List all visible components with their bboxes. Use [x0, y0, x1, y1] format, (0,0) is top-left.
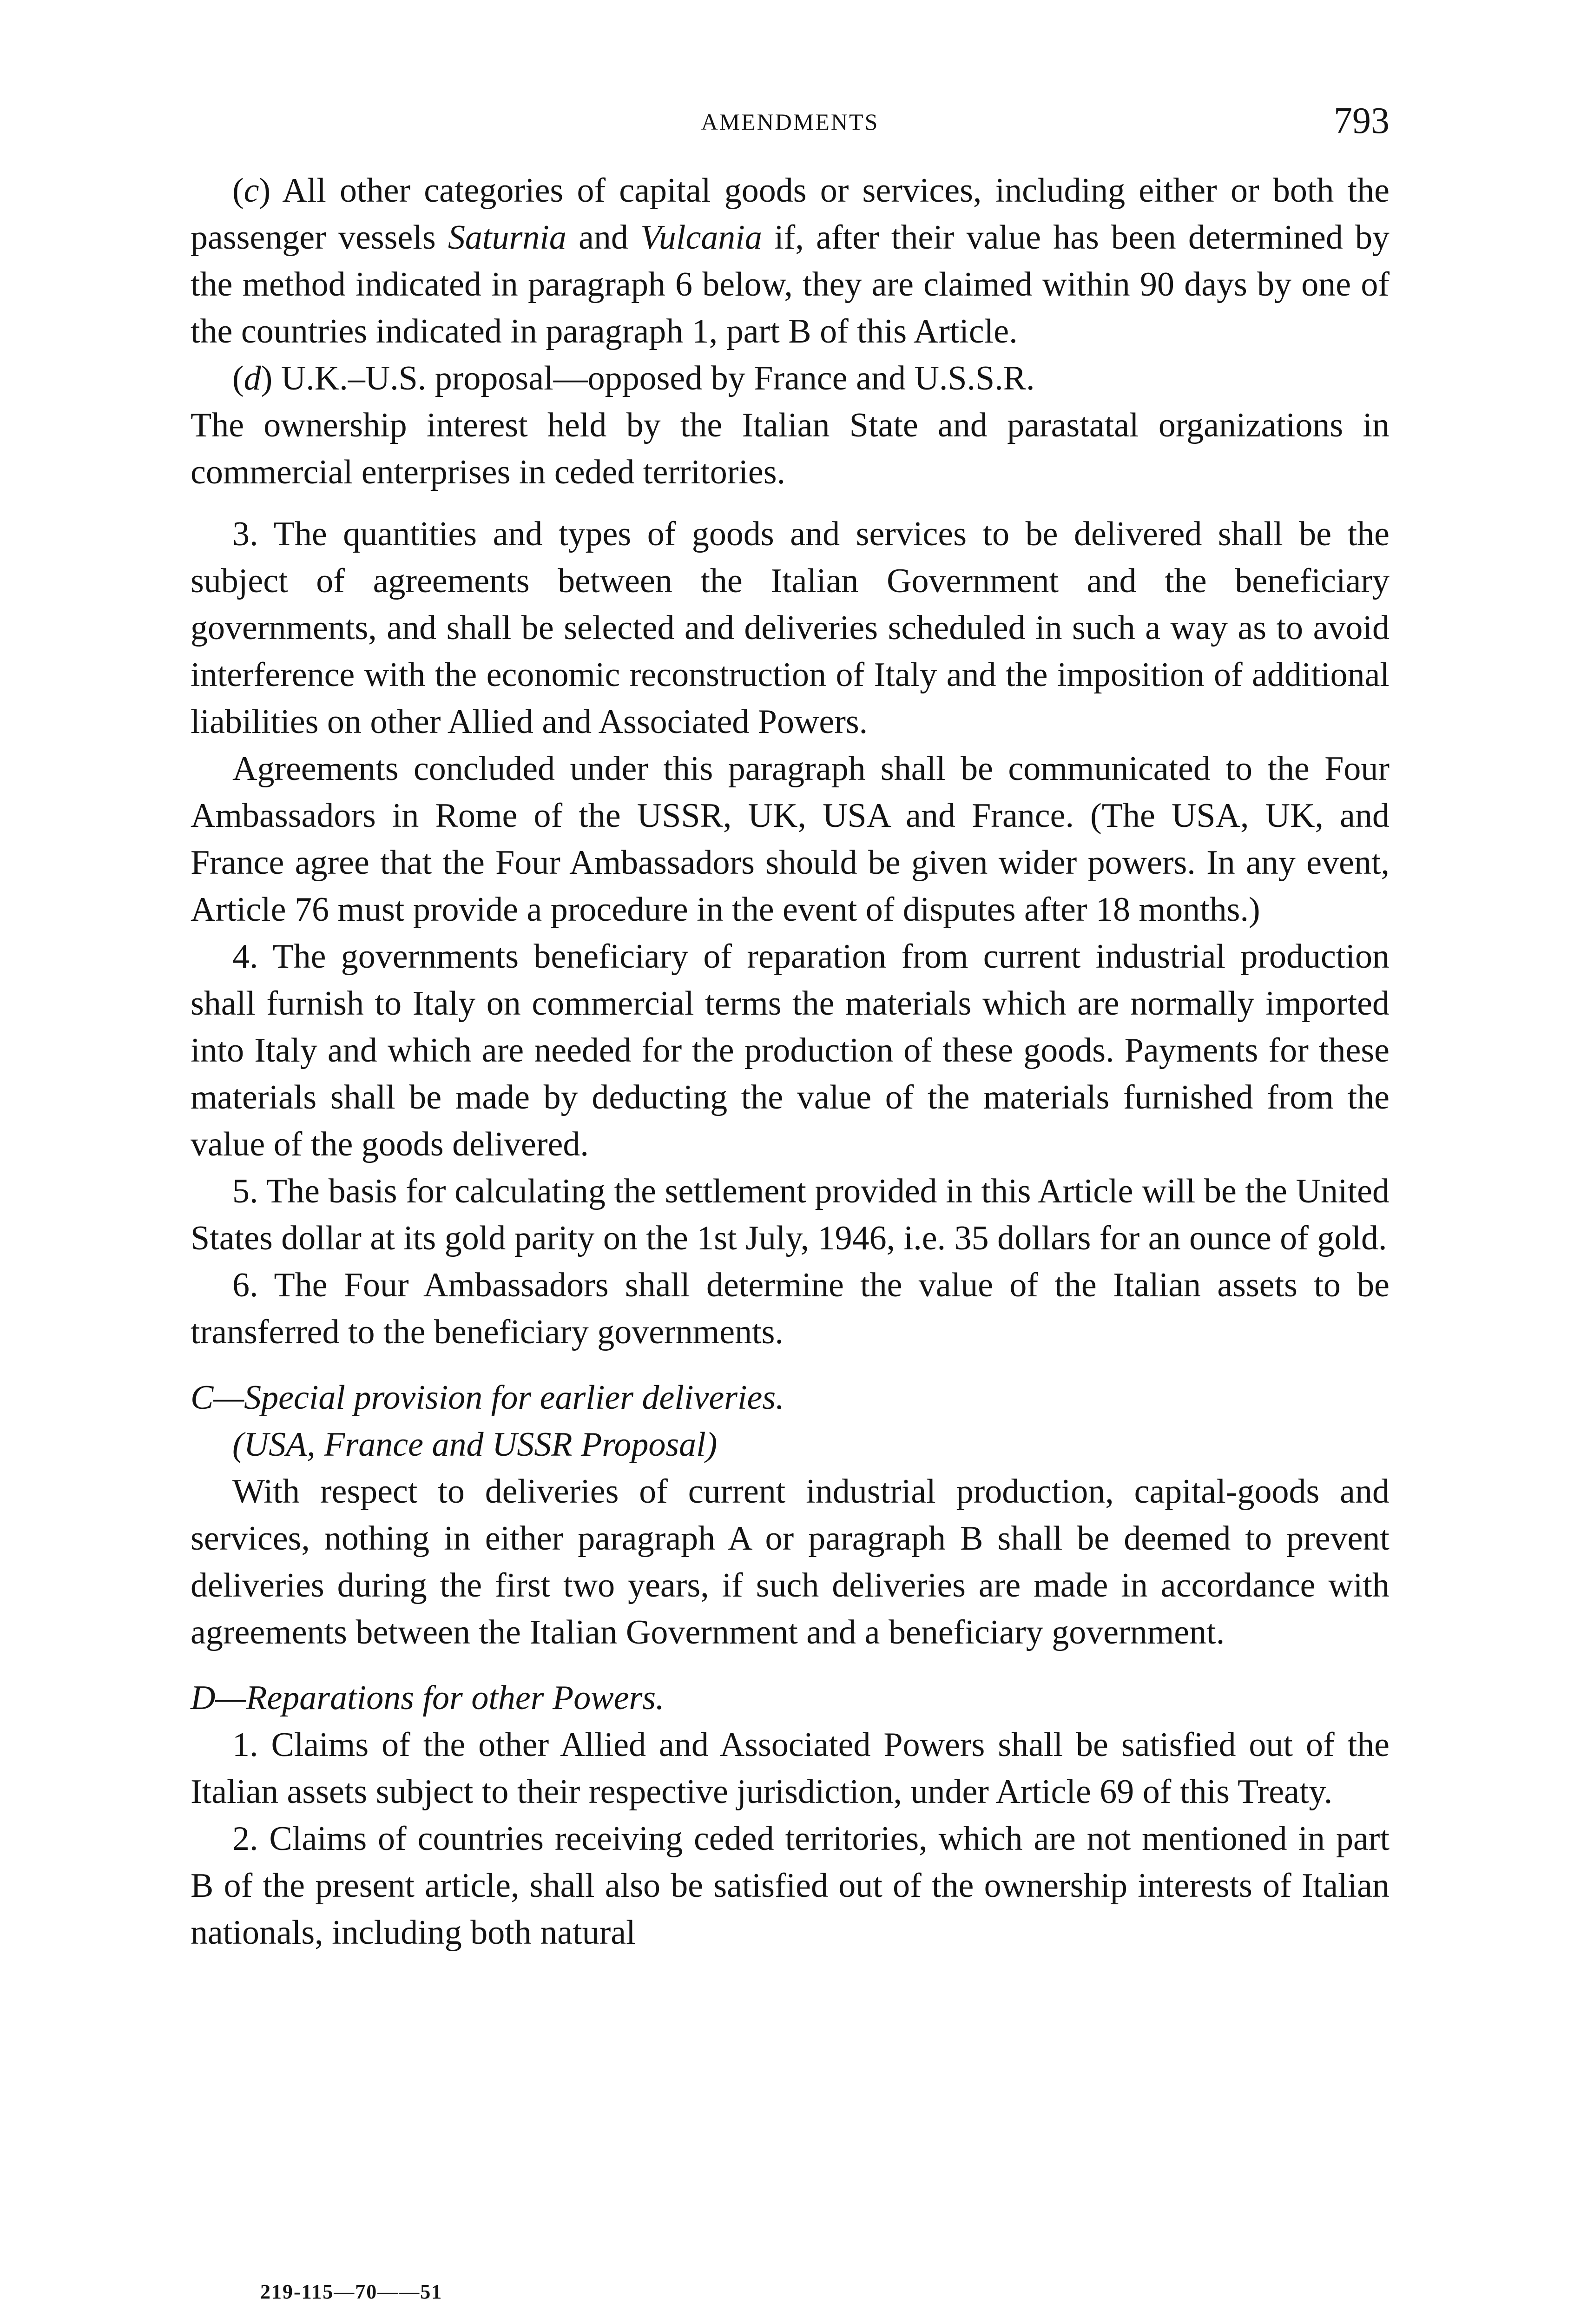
body-text — [191, 167, 1389, 1956]
item-c-label: c — [244, 172, 259, 210]
section-c-heading: C—Special provision for earlier deliveries. — [191, 1379, 784, 1417]
print-code: 219-115—70——51 — [260, 2280, 443, 2303]
section-d-claim-2: 2. Claims of countries receiving ceded territories, which are not mentioned in part B of the present article, shall also be satisfied out of the ownership interests of Italian nationals, including both natural — [191, 1820, 1389, 1952]
item-c-text-continued: if, after their value has been determined by the method indicated in paragraph 6 below, they are claimed within 90 days by one of the countries indicated in paragraph 1, part B of this Article. — [191, 218, 1390, 350]
page-number: 793 — [1334, 100, 1389, 141]
section-d-heading: D—Reparations for other Powers. — [191, 1679, 665, 1717]
section-d-claim-1: 1. Claims of the other Allied and Associated Powers shall be satisfied out of the Italian assets subject to their respective jurisdiction, under Article 69 of this Treaty. — [191, 1726, 1389, 1811]
item-d-proposal: U.K.–U.S. proposal—opposed by France and U.S.S.R. — [281, 359, 1035, 397]
paragraph-3: 3. The quantities and types of goods and services to be delivered shall be the subject of agreements between the Italian Government and the beneficiary governments, and shall be selected and deliveries scheduled in such a way as to avoid interference with the economic reconstruction of Italy and the imposition of additional liabilities on other Allied and Associated Powers. — [191, 515, 1389, 741]
section-c-proposal: (USA, France and USSR Proposal) — [232, 1426, 718, 1464]
vessel-vulcania: Vulcania — [640, 218, 762, 257]
conjunction-and: and — [579, 218, 628, 257]
page-header — [191, 100, 1389, 151]
section-c-text: With respect to deliveries of current industrial production, capital-goods and services, nothing in either paragraph A or paragraph B shall be deemed to prevent deliveries during the first two years, if such deliveries are made in accordance with agreements between the Italian Government and a beneficiary government. — [191, 1472, 1389, 1651]
paragraph-3-agreements: Agreements concluded under this paragraph shall be communicated to the Four Ambassadors in Rome of the USSR, UK, USA and France. (The USA, UK, and France agree that the Four Ambassadors should be given wider powers. In any event, Article 76 must provide a procedure in the event of disputes after 18 months.) — [191, 750, 1389, 929]
paragraph-6: 6. The Four Ambassadors shall determine the value of the Italian assets to be transferred to the beneficiary governments. — [191, 1266, 1389, 1351]
item-d-label: d — [244, 359, 261, 397]
paragraph-d-heading: (d) U.K.–U.S. proposal—opposed by France and U.S.S.R. — [232, 359, 1035, 397]
paragraph-4: 4. The governments beneficiary of reparation from current industrial production shall furnish to Italy on commercial terms the materials which are normally imported into Italy and which are needed for the production of these goods. Payments for these materials shall be made by deducting the value of the materials furnished from the value of the goods delivered. — [191, 938, 1389, 1163]
running-head: AMENDMENTS — [701, 109, 879, 135]
paragraph-d-body: The ownership interest held by the Italian State and parastatal organizations in commercial enterprises in ceded territories. — [191, 406, 1389, 491]
vessel-saturnia: Saturnia — [448, 218, 566, 257]
item-c-text: All other categories of capital goods or services, including either or both the passenger vessels — [191, 172, 1389, 257]
paragraph-5: 5. The basis for calculating the settlement provided in this Article will be the United States dollar at its gold parity on the 1st July, 1946, i.e. 35 dollars for an ounce of gold. — [191, 1172, 1389, 1257]
paragraph-c: (c) All other categories of capital goods or services, including either or both the passenger vessels Saturnia and Vulcania if, after their value has been determined by the method indicated in paragraph 6 below, they are claimed within 90 days by one of the countries indicated in paragraph 1, part B of this Article. — [191, 172, 1390, 350]
